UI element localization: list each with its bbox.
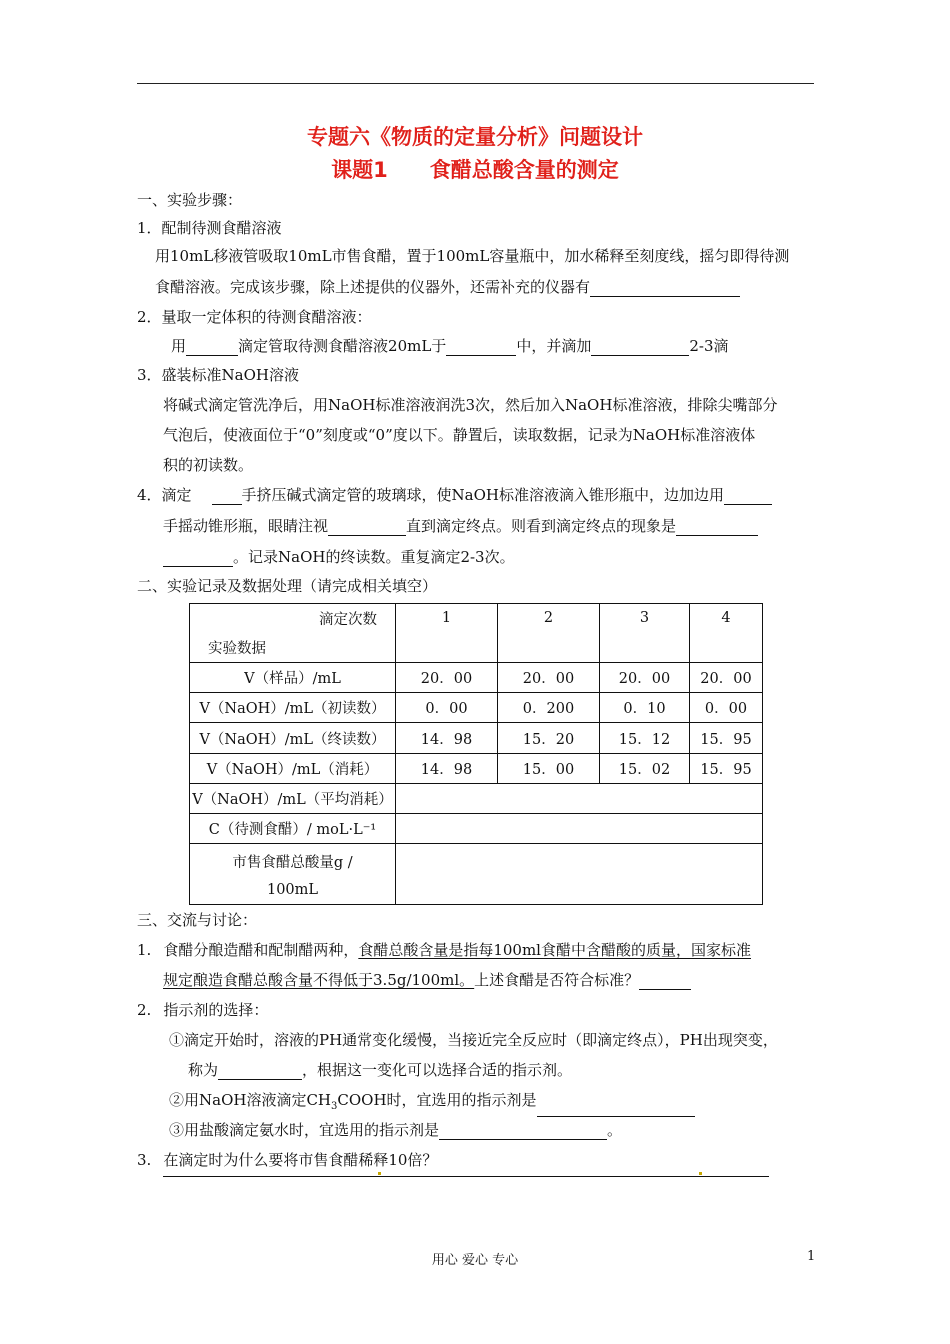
q2-item2-text-a: ②用NaOH溶液滴定CH (169, 1091, 332, 1109)
q2-item1-line2 (188, 1060, 572, 1080)
document-title: 专题六《物质的定量分析》问题设计 (307, 125, 643, 149)
step4-text-e: 。记录NaOH的终读数。重复滴定2-3次。 (233, 548, 515, 566)
data-table (189, 603, 763, 905)
q3-line (137, 1150, 437, 1170)
table-row-concentration (190, 814, 763, 844)
page-footer: 用心 爱心 专心 (431, 1253, 519, 1268)
table-cell: 0．00 (690, 693, 763, 723)
q2-label: 指示剂的选择： (163, 1001, 269, 1019)
q1-line2 (163, 970, 691, 990)
q3-text: 在滴定时为什么要将市售食醋稀释10倍？ (163, 1151, 438, 1169)
step4-line2 (163, 516, 758, 536)
q1-text-c: 规定酿造食醋总酸含量不得低于3.5g/100ml。 (163, 971, 475, 989)
step1-line2 (155, 277, 740, 297)
q2-item1-text-c: ，根据这一变化可以选择合适的指示剂。 (302, 1061, 573, 1079)
step2-text-d: 中，并滴加 (516, 337, 592, 355)
step3-label: 3．盛装标准NaOH溶液 (137, 366, 299, 384)
table-header-row (190, 604, 763, 663)
table-cell: 14．98 (396, 754, 498, 784)
marker-dot (699, 1172, 702, 1175)
section1-heading: 一、实验步骤： (137, 191, 243, 209)
q2-number: 2. (137, 1001, 152, 1019)
total-acid-label-line2: 100mL (266, 881, 319, 898)
step2-blank-burette[interactable] (186, 339, 238, 356)
table-row (190, 693, 763, 723)
section3-heading: 三、交流与讨论： (137, 911, 258, 929)
row-label-total-acid (190, 844, 396, 905)
step4-text-b: 手挤压碱式滴定管的玻璃球，使NaOH标准溶液滴入锥形瓶中，边加边用 (241, 486, 724, 504)
step1-line2-text: 食醋溶液。完成该步骤，除上述提供的仪器外，还需补充的仪器有 (155, 278, 591, 296)
q2-item3-blank[interactable] (439, 1123, 607, 1140)
top-rule (137, 83, 814, 84)
row-label-consumed: V（NaOH）/mL（消耗） (190, 754, 396, 784)
row-label-average: V（NaOH）/mL（平均消耗） (190, 784, 396, 814)
concentration-answer-cell[interactable] (396, 814, 763, 844)
step3-line3: 积的初读数。 (163, 456, 254, 474)
q2-item2-blank[interactable] (537, 1100, 695, 1117)
q2-item1-text-b: 称为 (188, 1061, 219, 1079)
step2-text-e: 2-3滴 (689, 337, 729, 355)
page-number: 1 (807, 1249, 816, 1264)
step2-blank-indicator[interactable] (591, 339, 689, 356)
col-header-4: 4 (690, 604, 763, 663)
table-row-total-acid (190, 844, 763, 905)
corner-top-label: 滴定次数 (319, 612, 377, 628)
q2-line (137, 1000, 268, 1020)
table-cell: 15．95 (690, 723, 763, 754)
step3-line2: 气泡后，使液面位于“0”刻度或“0”度以下。静置后，读取数据，记录为NaOH标准溶液体 (163, 426, 756, 444)
q1-text-d: 上述食醋是否符合标准？ (474, 971, 640, 989)
table-corner-cell (190, 604, 396, 663)
q2-item3-text-a: ③用盐酸滴定氨水时，宜选用的指示剂是 (169, 1121, 440, 1139)
q1-text-b: 食醋总酸含量是指每100ml食醋中含醋酸的质量，国家标准 (358, 941, 751, 959)
step4-line1 (137, 485, 772, 505)
q1-text-a: 食醋分酿造醋和配制醋两种， (163, 941, 359, 959)
step4-blank-hand2[interactable] (724, 488, 772, 505)
step4-blank-phenomenon[interactable] (676, 519, 758, 536)
table-row (190, 754, 763, 784)
table-cell: 15．20 (498, 723, 600, 754)
average-answer-cell[interactable] (396, 784, 763, 814)
step4-blank-observe[interactable] (328, 519, 406, 536)
step3-line1: 将碱式滴定管洗净后，用NaOH标准溶液润洗3次，然后加入NaOH标准溶液，排除尖嘴部分 (163, 396, 778, 414)
step1-label: 1．配制待测食醋溶液 (137, 219, 282, 237)
table-cell: 15．95 (690, 754, 763, 784)
section2-heading: 二、实验记录及数据处理（请完成相关填空） (137, 577, 438, 595)
row-label-initial: V（NaOH）/mL（初读数） (190, 693, 396, 723)
table-cell: 15．00 (498, 754, 600, 784)
step4-text-a: 4．滴定 (137, 486, 192, 504)
q1-answer-blank[interactable] (639, 973, 691, 990)
table-cell: 14．98 (396, 723, 498, 754)
step2-label: 2．量取一定体积的待测食醋溶液： (137, 308, 372, 326)
document-subtitle: 课题1 食醋总酸含量的测定 (331, 158, 619, 182)
table-cell: 15．12 (600, 723, 690, 754)
q2-item2-line (169, 1090, 695, 1117)
table-row-average (190, 784, 763, 814)
table-row (190, 723, 763, 754)
q3-answer-line[interactable] (163, 1176, 769, 1177)
col-header-3: 3 (600, 604, 690, 663)
row-label-final: V（NaOH）/mL（终读数） (190, 723, 396, 754)
table-cell: 20．00 (690, 663, 763, 693)
q2-item2-subscript: 3 (331, 1101, 338, 1112)
q2-item3-text-b: 。 (607, 1121, 623, 1139)
step4-line3 (163, 547, 515, 567)
q2-item3-line (169, 1120, 622, 1140)
step2-blank-container[interactable] (446, 339, 516, 356)
step2-text-b: 滴定管 (238, 337, 284, 355)
marker-dot (378, 1172, 381, 1175)
step2-text-c: 取待测食醋溶液20mL于 (283, 337, 447, 355)
table-cell: 0．10 (600, 693, 690, 723)
q1-number: 1. (137, 941, 152, 959)
step4-blank-hand1[interactable] (212, 488, 242, 505)
table-cell: 20．00 (498, 663, 600, 693)
table-cell: 15．02 (600, 754, 690, 784)
col-header-2: 2 (498, 604, 600, 663)
corner-bottom-label: 实验数据 (208, 641, 266, 657)
q1-line1 (137, 940, 751, 960)
q2-item1-blank[interactable] (218, 1063, 302, 1080)
step2-text-a: 用 (171, 337, 187, 355)
total-acid-label-line1: 市售食醋总酸量g / (232, 854, 353, 871)
step4-blank-phenomenon-cont[interactable] (163, 550, 233, 567)
col-header-1: 1 (396, 604, 498, 663)
total-acid-answer-cell[interactable] (396, 844, 763, 905)
table-cell: 20．00 (600, 663, 690, 693)
table-cell: 20．00 (396, 663, 498, 693)
table-cell: 0．200 (498, 693, 600, 723)
step2-line (171, 336, 728, 356)
row-label-concentration: C（待测食醋）/ moL·L⁻¹ (190, 814, 396, 844)
step4-text-d: 直到滴定终点。则看到滴定终点的现象是 (406, 517, 677, 535)
step1-answer-blank[interactable] (590, 280, 740, 297)
q3-number: 3. (137, 1151, 152, 1169)
step1-line1: 用10mL移液管吸取10mL市售食醋，置于100mL容量瓶中，加水稀释至刻度线，摇匀即得待测 (155, 247, 790, 265)
step4-text-c: 手摇动锥形瓶，眼睛注视 (163, 517, 329, 535)
q2-item2-text-b: COOH时，宜选用的指示剂是 (337, 1091, 537, 1109)
q2-item1-line1: ①滴定开始时，溶液的PH通常变化缓慢，当接近完全反应时（即滴定终点），PH出现突变， (169, 1031, 778, 1049)
table-row (190, 663, 763, 693)
row-label-sample: V（样品）/mL (190, 663, 396, 693)
table-cell: 0．00 (396, 693, 498, 723)
